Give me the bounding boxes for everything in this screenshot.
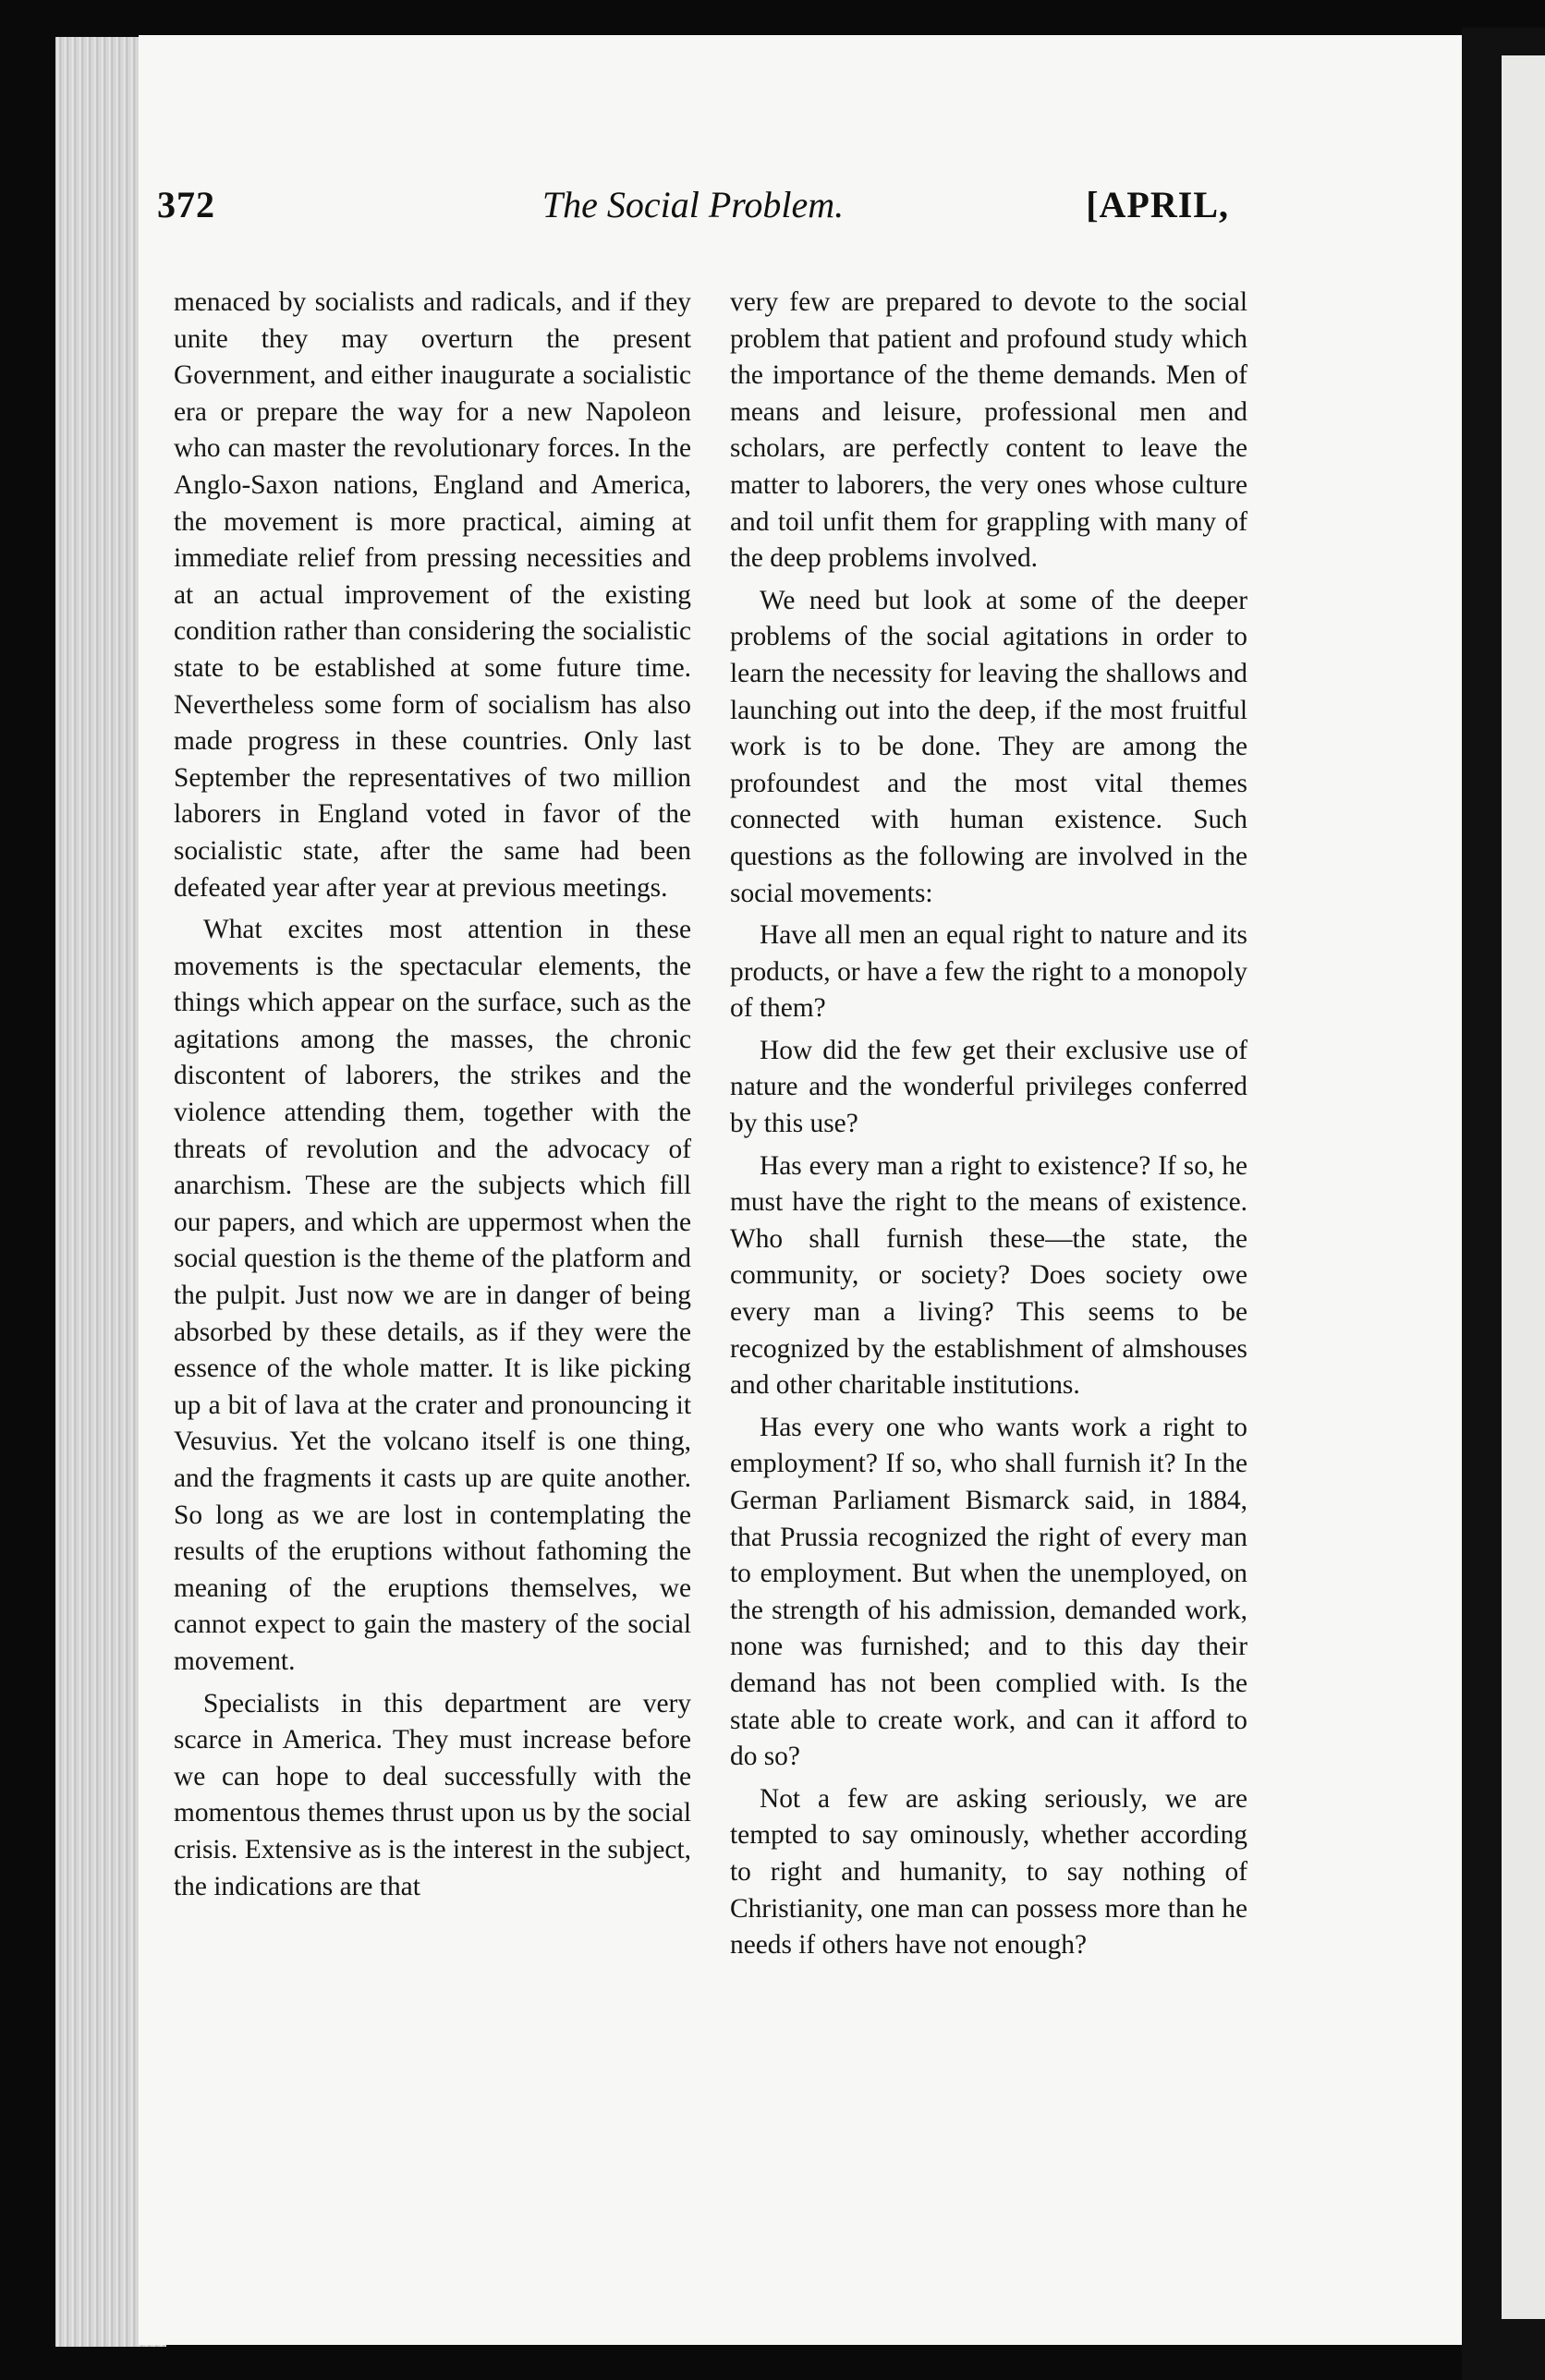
paragraph: Has every man a right to existence? If so, he must have the right to the means of existence. Who shall furnish these—the state, the community, or society? Does society owe every man a living? This seems to be recognized by the establishment of almshouses and other charitable institutions. [730, 1150, 1247, 1401]
paragraph: How did the few get their exclusive use of nature and the wonderful privileges conferred by this use? [730, 1035, 1247, 1139]
running-header [157, 183, 1229, 248]
left-text-column [174, 285, 691, 1905]
facing-page-sliver [1502, 55, 1545, 2319]
issue-month: [APRIL, [1086, 184, 1229, 225]
paragraph: Not a few are asking seriously, we are tempted to say ominously, whether according to right and humanity, to say nothing of Christianity, one man can possess more than he needs if others have not enough? [730, 1783, 1247, 1961]
paragraph: We need but look at some of the deeper problems of the social agitations in order to learn the necessity for leaving the shallows and launching out into the deep, if the most fruitful work is to be done. They are among the profoundest and the most vital themes connected with human existence. Such questions as the following are involved in the social movements: [730, 585, 1247, 908]
paragraph: Have all men an equal right to nature and its products, or have a few the right to a monopoly of them? [730, 920, 1247, 1024]
paragraph: What excites most attention in these movements is the spectacular elements, the things which appear on the surface, such as the agitations among the masses, the chronic discontent of laborers, the strikes and the violence attending them, together with the threats of revolution and the advocacy of anarchism. These are the subjects which fill our papers, and which are uppermost when the social question is the theme of the platform and the pulpit. Just now we are in danger of being absorbed by these details, as if they were the essence of the whole matter. It is like picking up a bit of lava at the crater and pronouncing it Vesuvius. Yet the volcano itself is one thing, and the fragments it casts up are quite another. So long as we are lost in contemplating the results of the eruptions without fathoming the meaning of the eruptions themselves, we cannot expect to gain the mastery of the social movement. [174, 915, 691, 1676]
right-text-column [730, 285, 1247, 1964]
running-title: The Social Problem. [541, 184, 845, 225]
page-number: 372 [157, 184, 215, 225]
paragraph: very few are prepared to devote to the social problem that patient and profound study which the importance of the theme demands. Men of means and leisure, professional men and scholars, are perfectly content to leave the matter to laborers, the very ones whose culture and toil unfit them for grappling with many of the deep problems involved. [730, 287, 1247, 574]
paragraph: menaced by socialists and radicals, and if they unite they may overturn the present Government, and either inaugurate a socialistic era or prepare the way for a new Napoleon who can master the revolutionary forces. In the Anglo-Saxon nations, England and America, the movement is more practical, aiming at immediate relief from pressing necessities and at an actual improvement of the existing condition rather than considering the socialistic state to be established at some future time. Nevertheless some form of socialism has also made progress in these countries. Only last September the representatives of two million laborers in England voted in favor of the socialistic state, after the same had been defeated year after year at previous meetings. [174, 287, 691, 903]
paragraph: Has every one who wants work a right to employment? If so, who shall furnish it? In the German Parliament Bismarck said, in 1884, that Prussia recognized the right of every man to employment. But when the unemployed, on the strength of his admission, demanded work, none was furnished; and to this day their demand has not been complied with. Is the state able to create work, and can it afford to do so? [730, 1412, 1247, 1772]
paragraph: Specialists in this department are very scarce in America. They must increase before we can hope to deal successfully with the momentous themes thrust upon us by the social crisis. Extensive as is the interest in the subject, the indications are that [174, 1688, 691, 1901]
